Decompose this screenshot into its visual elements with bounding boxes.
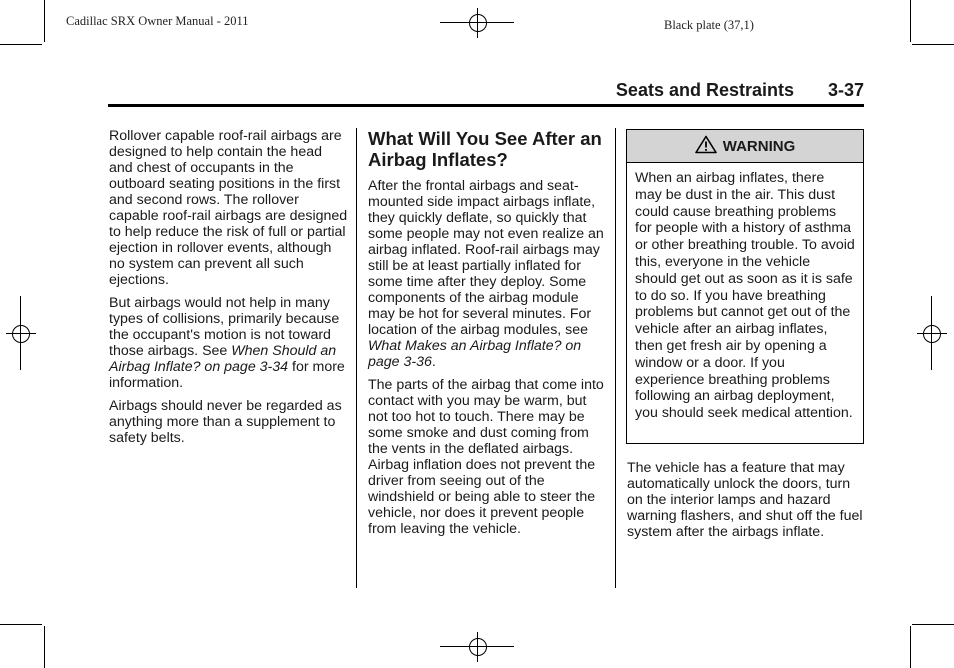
registration-mark-top: [463, 8, 493, 38]
warning-header: [627, 130, 863, 163]
warning-box: [626, 129, 864, 444]
column-3: [627, 460, 863, 547]
warning-text: When an airbag inflates, there may be dust in the air. This dust could cause breathing problems for people with a history of asthma or other breathing trouble. To avoid this, everyone in the vehicle should get out as soon as it is safe to do so. If you have breathing problems but cannot get out of the vehicle after an airbag inflates, then get fresh air by opening a window or a door. If you experience breathing problems following an airbag deployment, you should seek medical attention.: [635, 170, 855, 422]
page-number: 3-37: [827, 80, 864, 100]
paragraph-text: for more information.: [109, 359, 345, 391]
column-2: [368, 128, 608, 544]
crop-mark: [912, 624, 954, 625]
registration-line: [440, 22, 514, 23]
crop-mark: [0, 624, 42, 625]
registration-mark-bottom: [463, 632, 493, 662]
paragraph: [109, 295, 349, 391]
crop-mark: [910, 0, 911, 42]
paragraph: Rollover capable roof-rail airbags are designed to help contain the head and chest of occupants in the outboard seating positions in the first and second rows. The rollover capable roof-rail airbags are designed to help reduce the risk of full or partial ejection in rollover events, although no system can prevent all such ejections.: [109, 128, 348, 288]
paragraph: The parts of the airbag that come into contact with you may be warm, but not too hot to touch. There may be some smoke and dust coming from the vents in the deflated airbags. Airbag inflation does not prevent the driver from seeing out of the windshield or being able to steer the vehicle, nor does it prevent people from leaving the vehicle.: [368, 377, 604, 537]
section-name: Seats and Restraints: [615, 80, 794, 100]
paragraph: [368, 178, 608, 370]
paragraph-text: After the frontal airbags and seat-mounted side impact airbags inflate, they quickly deflate, so quickly that some people may not even realize an airbag inflated. Roof-rail airbags may still be at least partially inflated for some time after they deploy. Some components of the airbag module may be hot for several minutes. For location of the airbag modules, see: [368, 178, 604, 338]
paragraph-text: But airbags would not help in many types of collisions, primarily because the occupant's motion is not toward those airbags. See: [109, 295, 340, 359]
registration-line: [440, 646, 514, 647]
crop-mark: [44, 0, 45, 42]
registration-line: [20, 296, 21, 370]
plate-label: Black plate (37,1): [664, 18, 754, 32]
column-divider: [356, 128, 357, 588]
warning-label: WARNING: [722, 137, 796, 155]
registration-mark-left: [6, 319, 36, 349]
paragraph-text: .: [431, 354, 436, 370]
column-divider: [615, 128, 616, 588]
registration-mark-right: [917, 319, 947, 349]
paragraph: Airbags should never be regarded as anything more than a supplement to safety belts.: [109, 398, 342, 446]
paragraph: The vehicle has a feature that may automatically unlock the doors, turn on the interior lamps and hazard warning flashers, and shut off the fuel system after the airbags inflate.: [627, 460, 863, 540]
running-head: [108, 80, 864, 107]
registration-line: [931, 296, 932, 370]
column-1: [109, 128, 349, 453]
crop-mark: [0, 44, 42, 45]
crop-mark: [910, 626, 911, 668]
cross-reference-link[interactable]: When Should an Airbag Inflate? on page 3-34: [109, 343, 337, 375]
crop-mark: [44, 626, 45, 668]
cross-reference-link[interactable]: What Makes an Airbag Inflate? on page 3-36: [368, 338, 582, 370]
crop-mark: [912, 44, 954, 45]
section-heading: What Will You See After an Airbag Inflates?: [368, 128, 602, 170]
warning-triangle-icon: [695, 135, 717, 158]
manual-title: Cadillac SRX Owner Manual - 2011: [66, 14, 249, 28]
